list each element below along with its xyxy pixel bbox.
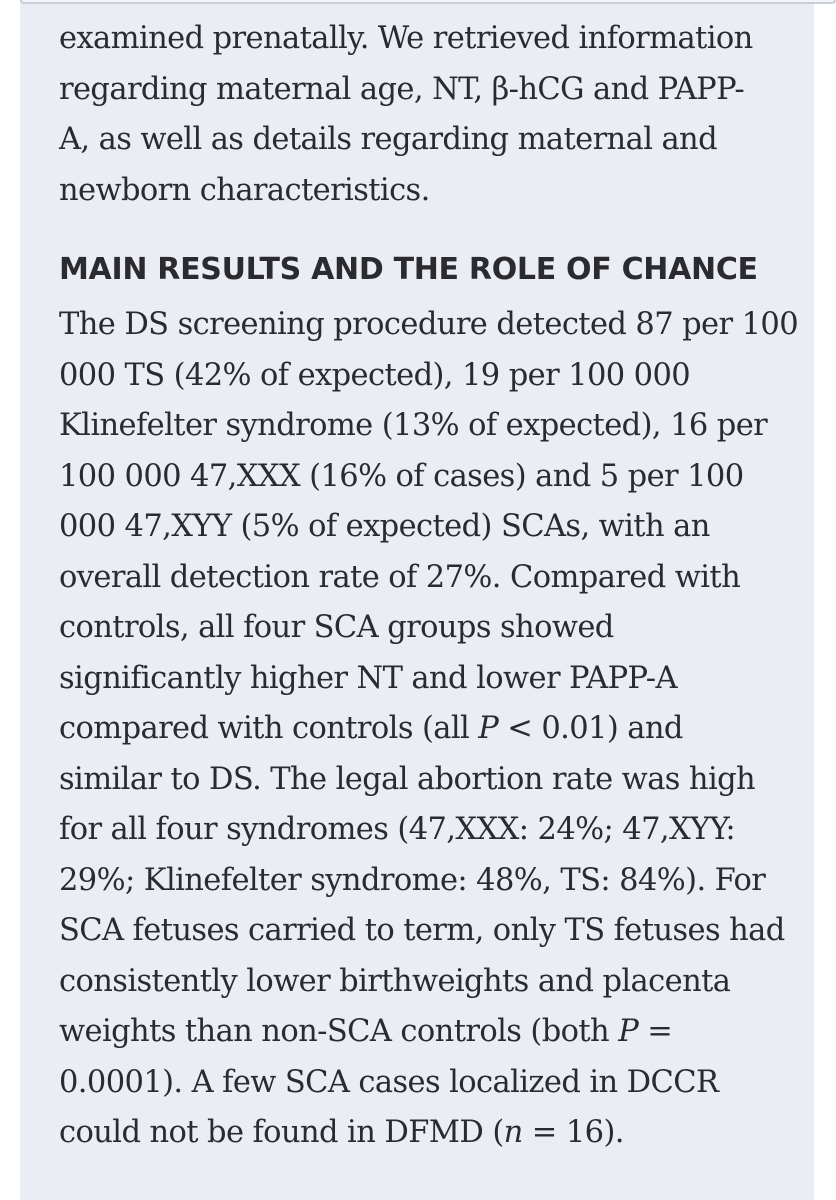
text-line: 0.0001). A few SCA cases localized in DCCR (59, 1064, 719, 1100)
italic-symbol-p: P (478, 711, 499, 746)
text-line: similar to DS. The legal abortion rate was high (59, 761, 756, 797)
text-line: overall detection rate of 27%. Compared with (59, 559, 741, 595)
text-segment: = (638, 1014, 673, 1049)
text-line-with-italic (59, 1007, 789, 1058)
text-segment: compared with controls (all (59, 711, 479, 746)
text-segment: weights than non-SCA controls (both (59, 1014, 619, 1049)
text-line: controls, all four SCA groups showed (59, 610, 614, 645)
text-line: 000 47,XYY (5% of expected) SCAs, with an (59, 509, 710, 544)
italic-symbol-p: P (618, 1014, 639, 1049)
text-line: A, as well as details regarding maternal and (59, 122, 717, 157)
panel-top-border (20, 0, 836, 4)
text-line: for all four syndromes (47,XXX: 24%; 47,XYY: (59, 812, 736, 847)
italic-symbol-n: n (503, 1115, 523, 1150)
abstract-content (59, 14, 798, 1159)
text-line: regarding maternal age, NT, β-hCG and PAPP- (59, 71, 745, 107)
text-line: SCA fetuses carried to term, only TS fetuses had (59, 913, 785, 948)
text-line-with-italic (59, 1108, 789, 1159)
text-segment: < 0.01) and (498, 711, 683, 746)
text-line: newborn characteristics. (59, 172, 430, 208)
intro-paragraph (59, 14, 789, 216)
text-line: examined prenatally. We retrieved information (59, 21, 753, 56)
text-line-with-italic (59, 704, 789, 755)
text-segment: could not be found in DFMD ( (59, 1115, 504, 1150)
results-paragraph (59, 300, 798, 1159)
section-heading: MAIN RESULTS AND THE ROLE OF CHANCE (59, 252, 758, 287)
text-line: 000 TS (42% of expected), 19 per 100 000 (59, 357, 691, 393)
text-line: significantly higher NT and lower PAPP-A (59, 660, 677, 696)
text-line: 29%; Klinefelter syndrome: 48%, TS: 84%). For (59, 862, 766, 898)
text-line: consistently lower birthweights and placenta (59, 963, 731, 999)
text-line: Klinefelter syndrome (13% of expected), 16 per (59, 408, 768, 443)
text-segment: = 16). (522, 1115, 624, 1150)
text-line: 100 000 47,XXX (16% of cases) and 5 per 100 (59, 458, 744, 494)
text-line: The DS screening procedure detected 87 per 100 (59, 307, 798, 342)
